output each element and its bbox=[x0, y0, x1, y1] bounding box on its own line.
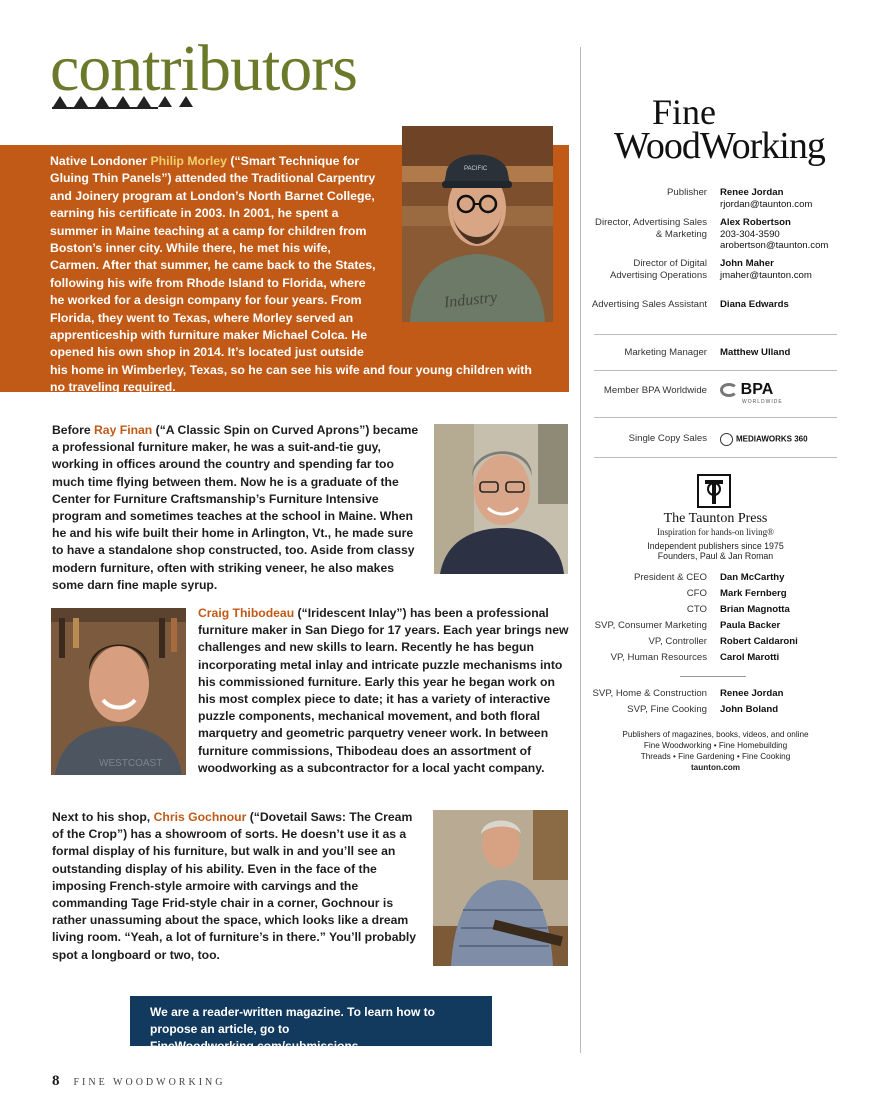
submissions-callout: We are a reader-written magazine. To learn how to propose an article, go to FineWoodworking.com/submissions. bbox=[130, 996, 492, 1046]
title-underline bbox=[52, 107, 158, 109]
publishers-line: Publishers of magazines, books, videos, and online bbox=[622, 730, 809, 739]
officer-row: VP, Human Resources Carol Marotti bbox=[610, 652, 780, 663]
taunton-founded: Independent publishers since 1975 bbox=[647, 541, 784, 551]
officer-row: CFO Mark Fernberg bbox=[686, 588, 787, 599]
bio-ray-finan: Before Ray Finan (“A Classic Spin on Curved Aprons”) became a professional furniture maker, he was a suit-and-tie guy, working in offices around the country and spending far too much time flying between them. Now he is a graduate of the Center for Furniture Craftsmanship’s Furniture Intensive program and sometimes teaches at the school in Maine. When he and his wife built their home in Arlington, Vt., he made sure to have a standalone shop constructed, too. Aside from classy modern furniture, often with striking veneer, he also makes some darn fine maple syrup. bbox=[52, 423, 419, 592]
taunton-tagline: Inspiration for hands-on living® bbox=[656, 527, 775, 537]
sidebar-divider bbox=[594, 417, 837, 418]
officer-row: President & CEO Dan McCarthy bbox=[633, 572, 785, 583]
bpa-logo-icon bbox=[720, 383, 738, 397]
officer-row: SVP, Consumer Marketing Paula Backer bbox=[594, 620, 781, 631]
officer-row: SVP, Home & Construction Renee Jordan bbox=[592, 688, 784, 699]
footer-magazine-name: FINE WOODWORKING bbox=[73, 1077, 226, 1088]
page-title: contributors bbox=[50, 32, 357, 105]
contributor-name: Philip Morley bbox=[150, 154, 227, 168]
officer-row: SVP, Fine Cooking John Boland bbox=[627, 704, 779, 715]
contributor-name: Chris Gochnour bbox=[153, 810, 247, 824]
masthead-logo-line1: Fine bbox=[652, 92, 717, 132]
officer-row: VP, Controller Robert Caldaroni bbox=[648, 636, 798, 647]
publishers-titles: Threads • Fine Gardening • Fine Cooking bbox=[640, 752, 791, 761]
officers-divider bbox=[680, 676, 746, 677]
page-number: 8 bbox=[52, 1073, 60, 1089]
publishers-titles: Fine Woodworking • Fine Homebuilding bbox=[643, 741, 788, 750]
mediaworks-icon bbox=[720, 433, 733, 446]
bio-chris-gochnour: Next to his shop, Chris Gochnour (“Dovetail Saws: The Cream of the Crop”) has a showroom of sorts. He doesn’t use it as a formal display of his furniture, but walk in and you’ll see an outstanding display of his ability. Even in the face of the imposing French-style armoire with carvings and the commanding Tage Frid-style chair in a corner, Gochnour is rather unassuming about the space, which looks like a dream living room. “Yeah, a lot of furniture’s in there.” You’ll probably spot a longboard or two, too. bbox=[52, 810, 417, 962]
sidebar-divider bbox=[594, 457, 837, 458]
sidebar-divider bbox=[594, 334, 837, 335]
masthead-logo-line2: WoodWorking bbox=[614, 125, 825, 167]
contributor-name: Ray Finan bbox=[94, 423, 153, 437]
taunton-name: The Taunton Press bbox=[663, 511, 768, 526]
cap-text: PACIFIC bbox=[464, 166, 488, 172]
photo-ray-finan bbox=[434, 424, 568, 574]
shirt-text: Industry bbox=[443, 288, 498, 312]
bio-craig-thibodeau: Craig Thibodeau (“Iridescent Inlay”) has been a professional furniture maker in San Diego for 17 years. Each year brings new challenges and new skills to learn. Recently he has begun incorporating metal inlay and intricate puzzle mechanisms into his commissioned furniture. Early this year he began work on his most complex piece to date; it has a variety of interactive puzzle components, mechanical movement, and both floral marquetry and geometric parquetry veneer work. In between furniture commissions, Thibodeau does an assortment of woodworking as a subcontractor for a local yacht company. bbox=[198, 606, 569, 775]
publisher-url-link[interactable]: taunton.com bbox=[690, 763, 741, 772]
officer-row: CTO Brian Magnotta bbox=[686, 604, 790, 615]
sidebar-divider bbox=[594, 370, 837, 371]
taunton-founders: Founders, Paul & Jan Roman bbox=[657, 551, 774, 561]
taunton-logo-icon bbox=[697, 474, 731, 508]
column-divider bbox=[580, 47, 581, 1053]
photo-chris-gochnour bbox=[433, 810, 568, 966]
page-footer bbox=[52, 1073, 225, 1090]
title-ornament bbox=[53, 96, 193, 107]
bio-philip-morley: Native Londoner Philip Morley (“Smart Technique for Gluing Thin Panels”) attended the Traditional Carpentry and Joinery program at London’s North Barnet College, earning his certificate in 2003. In 2001, he spent a summer in Maine teaching at a camp for children from Boston’s inner city. While there, he met his wife, Carmen. After that summer, he came back to the States, following his wife from Rhode Island to Florida, where he worked for a design company for four years. From Florida, they went to Texas, where Morley served an apprenticeship with furniture maker Michael Colca. He opened his own shop in 2014. It’s located just outside his home in Wimberley, Texas, so he can see his wife and four young children with no traveling required. bbox=[50, 154, 532, 395]
contributor-name: Craig Thibodeau bbox=[198, 606, 295, 620]
shirt-text: WESTCOAST bbox=[99, 758, 163, 769]
